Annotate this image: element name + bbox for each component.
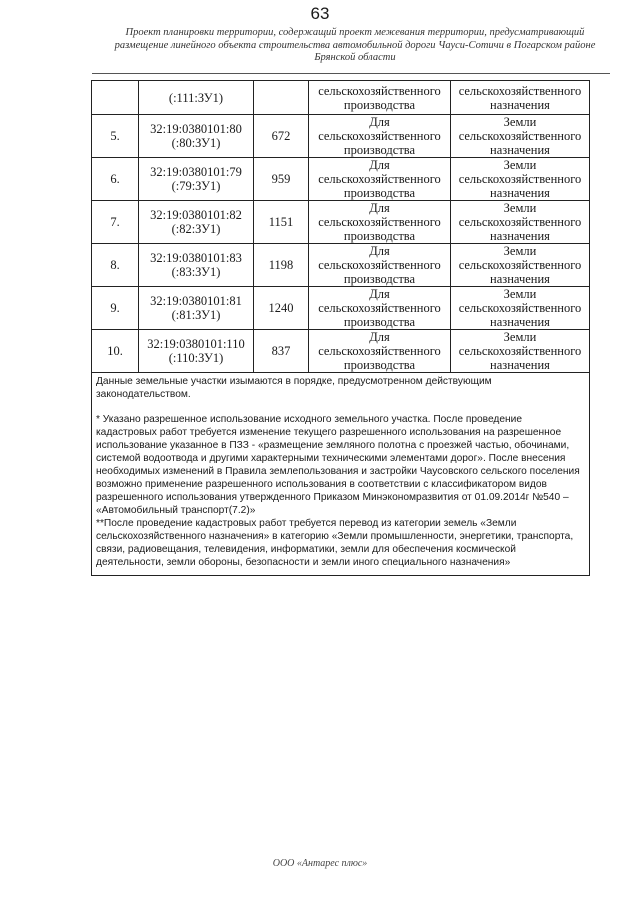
category-line: Земли xyxy=(503,115,537,129)
notes-row xyxy=(92,373,590,576)
category-line: Земли xyxy=(503,330,537,344)
table-row xyxy=(92,158,590,201)
statement-text: Данные земельные участки изымаются в порядке, предусмотренном действующим законодательством. xyxy=(96,376,492,400)
use-line: Для xyxy=(369,287,390,301)
area-value: 1240 xyxy=(254,287,309,330)
use-line: сельскохозяйственного xyxy=(318,258,441,272)
land-category: сельскохозяйственного назначения xyxy=(451,81,590,115)
category-line: Земли xyxy=(503,158,537,172)
land-category xyxy=(451,201,590,244)
row-number: 9. xyxy=(92,287,139,330)
use-line: Для xyxy=(369,244,390,258)
table-row xyxy=(92,81,590,115)
header-divider xyxy=(92,73,610,74)
permitted-use xyxy=(309,330,451,373)
row-number: 5. xyxy=(92,115,139,158)
table-row xyxy=(92,330,590,373)
use-line: производства xyxy=(343,143,416,157)
use-line: Для xyxy=(369,330,390,344)
land-category xyxy=(451,287,590,330)
use-line: производства xyxy=(343,272,416,286)
permitted-use: сельскохозяйственного производства xyxy=(309,81,451,115)
use-line: Для xyxy=(369,115,390,129)
plot-code: (:79:ЗУ1) xyxy=(171,179,221,193)
cadastral-code: 32:19:0380101:110 xyxy=(147,337,245,351)
land-category xyxy=(451,158,590,201)
plot-code: (:110:ЗУ1) xyxy=(168,351,224,365)
use-line: сельскохозяйственного xyxy=(318,344,441,358)
cadastral-code: 32:19:0380101:82 xyxy=(150,208,242,222)
category-line: сельскохозяйственного xyxy=(458,129,582,143)
category-line: Земли xyxy=(503,287,537,301)
cadastral-code: 32:19:0380101:79 xyxy=(150,165,242,179)
cadastral-number xyxy=(139,115,254,158)
header-line: Брянской области xyxy=(314,52,396,63)
permitted-use xyxy=(309,287,451,330)
row-number: 10. xyxy=(92,330,139,373)
notes-cell xyxy=(92,373,590,576)
category-line: сельскохозяйственного xyxy=(458,301,582,315)
category-line: назначения xyxy=(490,229,550,243)
header-line: размещение линейного объекта строительства автомобильной дороги Чауси-Сотичи в Погарском районе xyxy=(114,39,596,51)
use-line: производства xyxy=(343,358,416,372)
category-line: Земли xyxy=(503,244,537,258)
land-category xyxy=(451,330,590,373)
land-plots-table xyxy=(91,80,590,576)
notes-spacer xyxy=(96,401,585,413)
use-line: сельскохозяйственного xyxy=(318,172,441,186)
category-line: Земли xyxy=(503,201,537,215)
plot-code: (:81:ЗУ1) xyxy=(171,308,221,322)
cadastral-number xyxy=(139,244,254,287)
table-row xyxy=(92,201,590,244)
permitted-use xyxy=(309,201,451,244)
footnote-category-transfer: **После проведение кадастровых работ требуется перевод из категории земель «Земли сельскохозяйственного назначения» в категорию «Земли промышленности, энергетики, транспорта, связи, радиовещания, телевидения, информатики, земли для обеспечения космической деятельности, земли обороны, безопасности и земли иного специального назначения» xyxy=(96,518,574,568)
area-value: 959 xyxy=(254,158,309,201)
table-row xyxy=(92,115,590,158)
land-category xyxy=(451,115,590,158)
use-line: Для xyxy=(369,201,390,215)
cadastral-number xyxy=(139,287,254,330)
row-number xyxy=(92,81,139,115)
row-number: 7. xyxy=(92,201,139,244)
category-line: сельскохозяйственного xyxy=(458,215,582,229)
use-line: производства xyxy=(343,229,416,243)
company-footer: ООО «Антарес плюс» xyxy=(272,858,368,869)
document-header xyxy=(100,27,610,65)
page-number: 63 xyxy=(310,4,330,23)
use-line: Для xyxy=(369,158,390,172)
plot-code: (:83:ЗУ1) xyxy=(171,265,221,279)
area-value: 1151 xyxy=(254,201,309,244)
category-line: сельскохозяйственного xyxy=(458,258,582,272)
cadastral-code: 32:19:0380101:83 xyxy=(150,251,242,265)
use-line: производства xyxy=(343,186,416,200)
table-row xyxy=(92,244,590,287)
area-value: 1198 xyxy=(254,244,309,287)
permitted-use xyxy=(309,158,451,201)
row-number: 6. xyxy=(92,158,139,201)
row-number: 8. xyxy=(92,244,139,287)
land-category xyxy=(451,244,590,287)
footnote-permitted-use: * Указано разрешенное использование исходного земельного участка. После проведение кадастровых работ требуется изменение текущего разрешенного использования на разрешенное использование указанное в ПЗЗ - «размещение земляного полотна с проезжей частью, обочинами, системой водоотвода и другими характерными техническими элементами дорог». После внесения необходимых изменений в Правила землепользования и застройки Чаусовского сельского поселения возможно применение разрешенного использования в соответствии с классификатором видов разрешенного использования утвержденного Приказом Минэкономразвития от 01.09.2014г №540 – «Автомобильный транспорт(7.2)» xyxy=(96,414,580,516)
cadastral-number xyxy=(139,201,254,244)
table-row xyxy=(92,287,590,330)
area-value xyxy=(254,81,309,115)
category-line: назначения xyxy=(490,315,550,329)
header-line: Проект планировки территории, содержащий проект межевания территории, предусматривающий xyxy=(125,27,585,38)
use-line: сельскохозяйственного xyxy=(318,215,441,229)
use-line: сельскохозяйственного xyxy=(318,129,441,143)
category-line: сельскохозяйственного xyxy=(458,172,582,186)
permitted-use xyxy=(309,115,451,158)
category-line: сельскохозяйственного xyxy=(458,344,582,358)
category-line: назначения xyxy=(490,186,550,200)
category-line: назначения xyxy=(490,358,550,372)
cadastral-code: 32:19:0380101:81 xyxy=(150,294,242,308)
cadastral-number xyxy=(139,158,254,201)
category-line: назначения xyxy=(490,143,550,157)
cadastral-code: 32:19:0380101:80 xyxy=(150,122,242,136)
category-line: назначения xyxy=(490,272,550,286)
use-line: производства xyxy=(343,315,416,329)
plot-code: (:80:ЗУ1) xyxy=(171,136,221,150)
area-value: 837 xyxy=(254,330,309,373)
plot-code: (:82:ЗУ1) xyxy=(171,222,221,236)
use-line: сельскохозяйственного xyxy=(318,301,441,315)
permitted-use xyxy=(309,244,451,287)
cadastral-number: (:111:ЗУ1) xyxy=(139,81,254,115)
area-value: 672 xyxy=(254,115,309,158)
cadastral-number xyxy=(139,330,254,373)
